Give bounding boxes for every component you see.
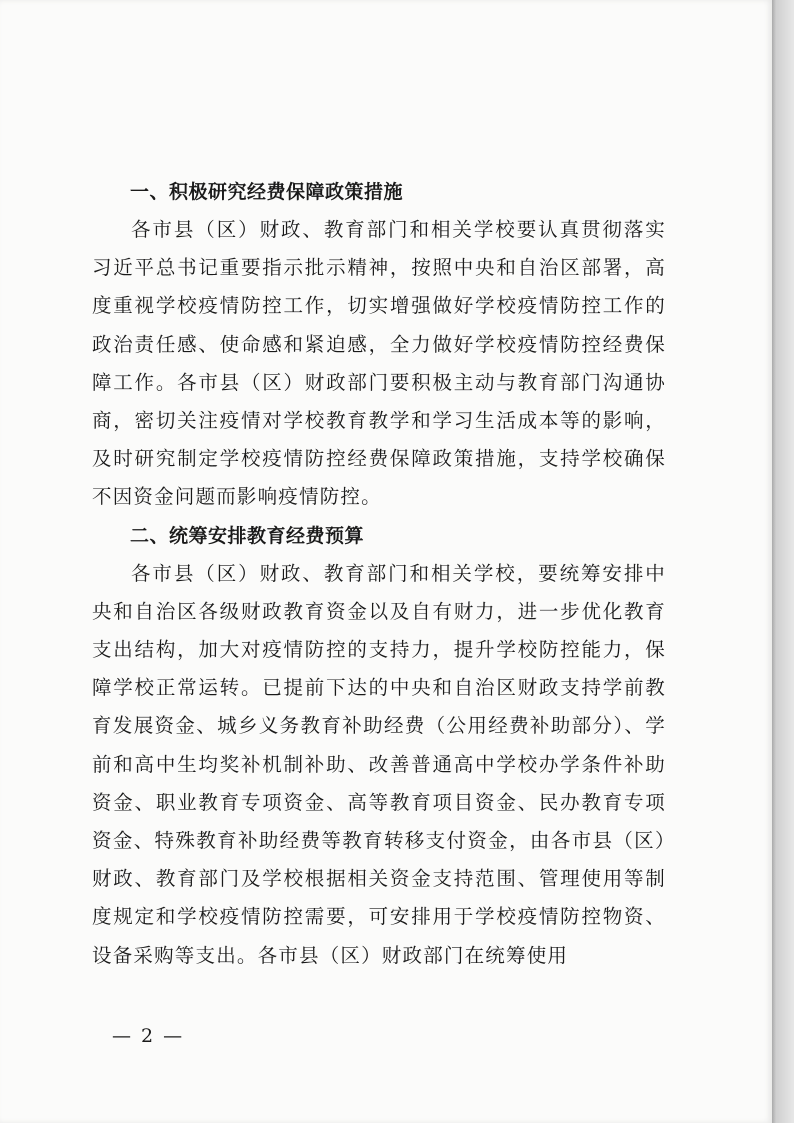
document-body [92,173,666,975]
section-paragraph-1: 各市县（区）财政、教育部门和相关学校要认真贯彻落实习近平总书记重要指示批示精神，按照中央和自治区部署，高度重视学校疫情防控工作，切实增强做好学校疫情防控工作的政治责任感、使命感和紧迫感，全力做好学校疫情防控经费保障工作。各市县（区）财政部门要积极主动与教育部门沟通协商，密切关注疫情对学校教育教学和学习生活成本等的影响，及时研究制定学校疫情防控经费保障政策措施，支持学校确保不因资金问题而影响疫情防控。 [92,218,666,509]
section-heading-2: 二、统筹安排教育经费预算 [130,524,365,547]
page-edge-shadow [772,0,794,1123]
section-heading-1: 一、积极研究经费保障政策措施 [130,181,404,203]
section-paragraph-2: 各市县（区）财政、教育部门和相关学校，要统筹安排中央和自治区各级财政教育资金以及自有财力，进一步优化教育支出结构，加大对疫情防控的支持力，提升学校防控能力，保障学校正常运转。已提前下达的中央和自治区财政支持学前教育发展资金、城乡义务教育补助经费（公用经费补助部分）、学前和高中生均奖补机制补助、改善普通高中学校办学条件补助资金、职业教育专项资金、高等教育项目资金、民办教育专项资金、特殊教育补助经费等教育转移支付资金，由各市县（区）财政、教育部门及学校根据相关资金支持范围、管理使用等制度规定和学校疫情防控需要，可安排用于学校疫情防控物资、设备采购等支出。各市县（区）财政部门在统筹使用 [92,561,666,967]
page-number: — 2 — [112,1025,185,1047]
